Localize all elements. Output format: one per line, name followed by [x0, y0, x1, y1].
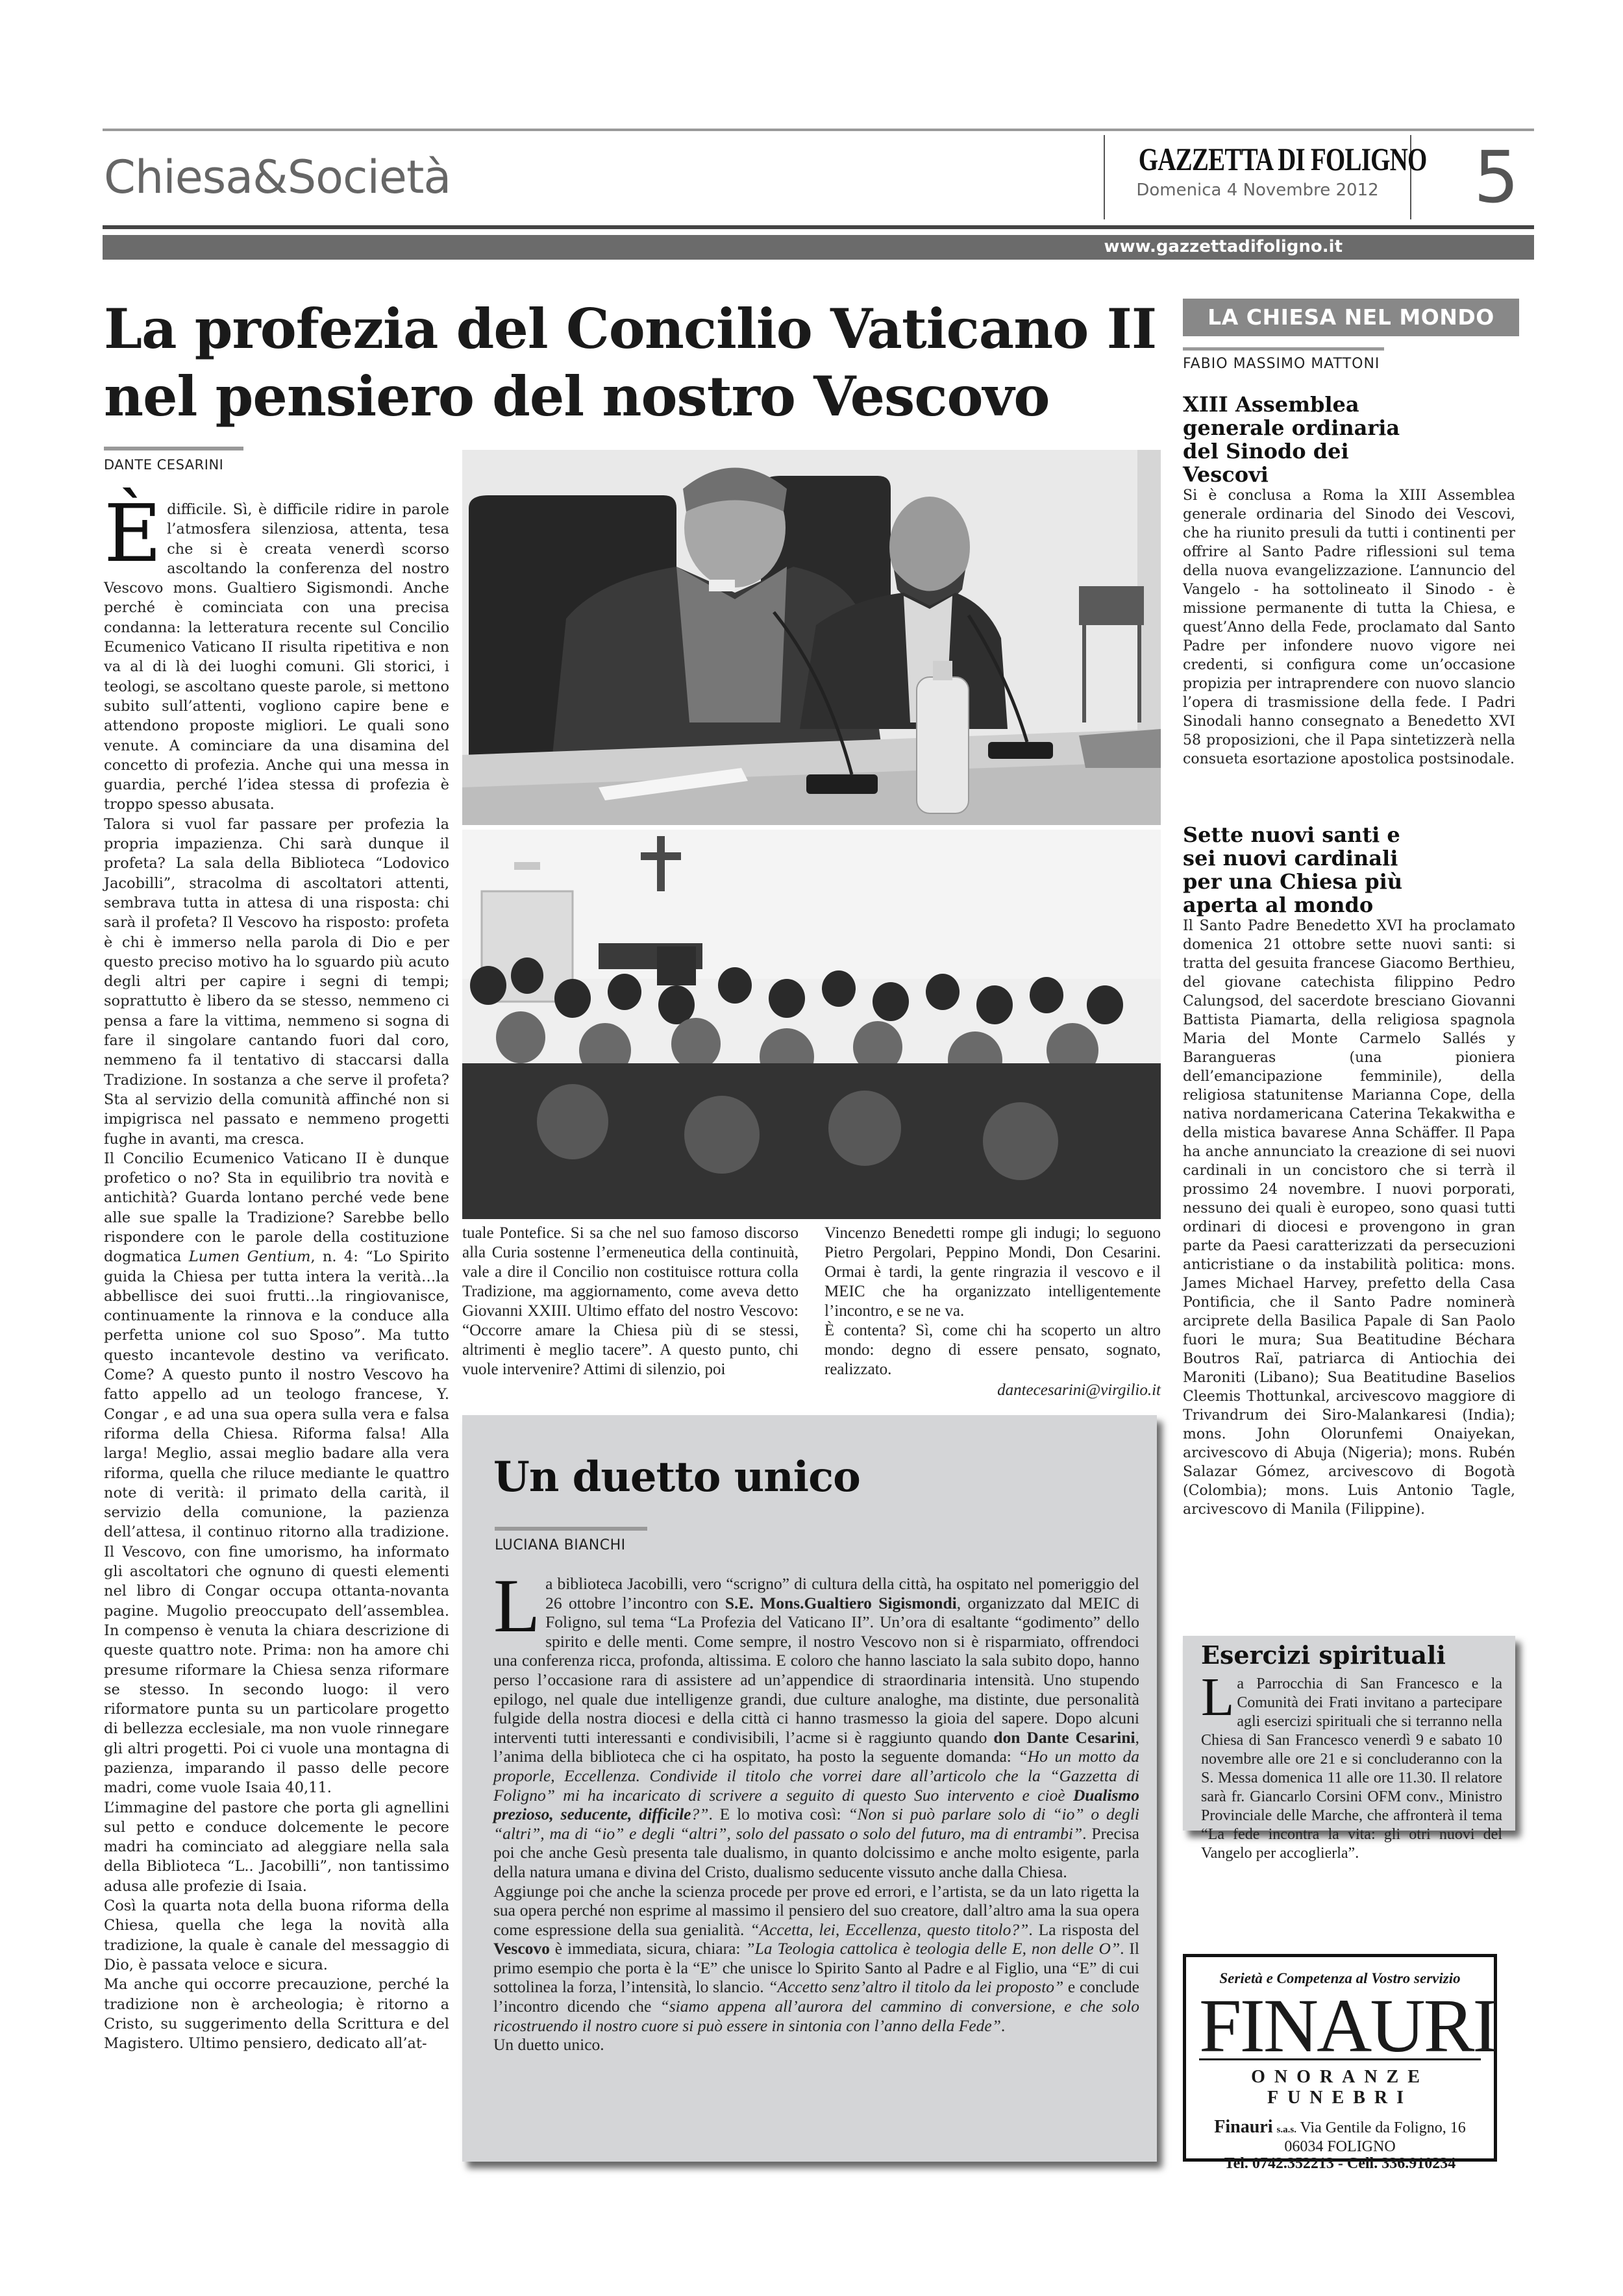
url-bar [103, 235, 1534, 260]
main-article-column-3 [824, 1224, 1161, 1400]
document-title: Lumen Gentium [188, 1248, 311, 1266]
main-article-column-2 [462, 1224, 799, 1379]
box-byline [495, 1527, 647, 1553]
box-title: Un duetto unico [493, 1453, 860, 1501]
paragraph: Ma anche qui occorre precauzione, perché la tradizione non è archeologia; è ritorno a Cristo, su suggerimento della Scrittura e del Magistero. Ultimo pensiero, dedicato all’at- [104, 1976, 449, 2053]
sidebar-article-synod [1183, 393, 1515, 769]
sidebar-rubric: LA CHIESA NEL MONDO [1183, 299, 1519, 336]
website-link[interactable]: www.gazzettadifoligno.it [1104, 237, 1343, 256]
author-name: DANTE CESARINI [104, 457, 224, 473]
author-name: LUCIANA BIANCHI [495, 1537, 626, 1553]
paragraph: Un duetto unico. [493, 2035, 604, 2055]
main-headline [104, 295, 1169, 430]
ad-phone-numbers: Tel. 0742.352213 - Cell. 336.910234 [1224, 2155, 1456, 2172]
paragraph: È contenta? Sì, come chi ha scoperto un altro mondo: degno di essere pensato, sognato, realizzato. [824, 1322, 1161, 1378]
photo-illustration [462, 830, 1161, 1219]
dropcap: L [493, 1563, 541, 1648]
paragraph: Talora si vuol far passare per profezia la propria impazienza. Chi sarà dunque il profeta? La sala della Biblioteca “Lodovico Jacobilli”, stracolma di ascoltatori attenti, sembrava tutta in attesa di una risposta: chi sarà il profeta? Il Vescovo ha risposto: profeta è chi è immerso nella parola di Dio e per questo preciso motivo ha lo sguardo più acuto degli altri per capire i segni di tempi; soprattutto è libero da se stesso, nemmeno ci pensa a fare la vittima, nemmeno si sogna di fare il singolare cantando fuori dal coro, nemmeno fa il tentativo di staccarsi dalla Tradizione. In sostanza a che serve il profeta? Sta al servizio della comunità affinché non si impigrisca nel passato e nemmeno progetti fughe in avanti, ma cresca. [104, 815, 449, 1148]
top-rule [103, 129, 1534, 131]
masthead-rule [103, 225, 1534, 229]
paragraph: a biblioteca Jacobilli, vero “scrigno” di cultura della città, ha ospitato nel pomeriggio del 26 ottobre l’incontro con S.E. Mons.Gualtiero Sigismondi, organizzato dal MEIC di Foligno, sul tema “La Profezia del Vaticano II”. Un’ora di esaltante “godimento” dello spirito e delle menti. Come sempre, il nostro Vescovo non si è risparmiato, offrendoci una conferenza ricca, profonda, altissima. E coloro che hanno lasciato la sala subito dopo, hanno perso l’occasione rara di assistere ad un’appendice di straordinaria intensità. Uno stupendo epilogo, nel quale due intelligenze grandi, due culture analoghe, ma distinte, due personalità fulgide della nostra diocesi e della città ci hanno trasmesso la gioia del sapere. Dopo alcuni interventi tutti interessanti e condivisibili, l’acme si è raggiunto quando don Dante Cesarini, l’anima della biblioteca che ci ha ospitato, ha posto la seguente domanda: “Ho un motto da proporle, Eccellenza. Condivide il titolo che vorrei dare all’articolo che la “Gazzetta di Foligno” mi ha incaricato di scrivere a seguito di questo Suo intervento e cioè Dualismo prezioso, seducente, difficile?”. E lo motiva così: “Non si può parlare solo di “io” o degli “altri”, ma di “io” e degli “altri”, solo del passato o solo del futuro, ma di entrambi”. Precisa poi che anche Gesù presenta tale dualismo, in quanto dolcissimo e anche molto esigente, parla della natura umana e divina del Cristo, dualismo seducente vissuto anche dalla Chiesa. [493, 1574, 1139, 1881]
article-title: Sette nuovi santi e sei nuovi cardinali per una Chiesa più aperta al mondo [1183, 822, 1403, 917]
paragraph: L’immagine del pastore che porta gli agnellini sul petto e conduce dolcemente le pecore madri ha cominciato ad aleggiare nella sala della Biblioteca “L.. Jacobilli”, non tantissimo adusa alle profezie di Isaia. [104, 1799, 449, 1895]
esercizi-spirituali-box [1183, 1636, 1515, 1862]
byline-bar [495, 1527, 647, 1531]
ad-tagline: Serietà e Competenza al Vostro servizio [1219, 1970, 1461, 1986]
ad-address: Finauri s.a.s. Via Gentile da Foligno, 16 06034 FOLIGNO [1214, 2117, 1466, 2155]
headline-line-2: nel pensiero del nostro Vescovo [104, 364, 1050, 428]
author-name: FABIO MASSIMO MATTONI [1183, 356, 1380, 372]
page-number: 5 [1474, 136, 1519, 219]
article-title: XIII Assemblea generale ordinaria del Sinodo dei Vescovi [1183, 392, 1400, 487]
ad-brand-logo: FINAURI [1199, 1983, 1496, 2068]
audience-in-library-hall-photo [462, 830, 1161, 1219]
article-body: Il Santo Padre Benedetto XVI ha proclamato domenica 21 ottobre sette nuovi santi: si tratta del gesuita francese Giacomo Berthieu, del giovane catechista filippino Pedro Calungsod, del sacerdote bresciano Giovanni Battista Piamarta, della religiosa spagnola Maria del Monte Carmelo Sallés y Barangueras (una pioniera dell’emancipazione femminile), della religiosa statunitense Marianna Cope, della nativa nordamericana Caterina Tekakwitha e della mistica bavarese Anna Schäffer. Il Papa ha anche annunciato la creazione di sei nuovi cardinali in un concistoro che si terrà il prossimo 24 novembre. I nuovi porporati, nessuno dei quali è europeo, sono quasi tutti ordinari di diocesi e provengono in gran parte da Paesi caratterizzati da persecuzioni anticristiane o da instabilità politica: mons. James Michael Harvey, prefetto della Casa Pontificia, che il Santo Padre nominerà arciprete della Basilica Papale di San Paolo fuori le mura; Sua Beatitudine Béchara Boutros Raï, patriarca di Antiochia dei Maroniti (Libano); Sua Beatitudine Baselios Cleemis Thottunkal, arcivescovo maggiore di Trivandrum dei Siro-Malankaresi (India); mons. John Olorunfemi Onaiyekan, arcivescovo di Abuja (Nigeria); mons. Rubén Salazar Gómez, arcivescovo di Bogotà (Colombia); mons. Luis Antonio Tagle, arcivescovo di Manila (Filippine). [1183, 918, 1515, 1518]
bishop-at-conference-table-photo [462, 450, 1161, 825]
paragraph: Così la quarta nota della buona riforma della Chiesa, quella che lega la novità alla tradizione, la quale è canale del messaggio di Dio, è passata veloce e sicura. [104, 1897, 449, 1973]
newspaper-masthead [1104, 135, 1427, 219]
ad-subtitle: ONORANZE FUNEBRI [1251, 2067, 1429, 2108]
byline-bar [1183, 347, 1384, 351]
section-title: Chiesa&Società [104, 151, 451, 204]
newspaper-name: GAZZETTA DI FOLIGNO [1138, 141, 1427, 177]
paragraph: Aggiunge poi che anche la scienza procede per prove ed errori, e l’artista, se da un lato rigetta la sua opera perché non esprime al massimo il pensiero del suo creatore, dall’altro ama la sua opera come espressione della sua genialità. “Accetta, lei, Eccellenza, questo titolo?”. La risposta del Vescovo è immediata, sicura, chiara: ”La Teologia cattolica è teologia delle E, non delle O”. Il primo esempio che porta è la “E” che unisce lo Spirito Santo al Padre e al Figlio, una “E” di cui sottolinea la forza, l’intensità, lo slancio. “Accetto senz’altro il titolo da lei proposto” e conclude l’incontro dicendo che “siamo appena all’aurora del cammino di conversione, e che solo ricostruendo il nostro cuore si può essere in sintonia con l’anno della Fede”. [493, 1881, 1140, 2035]
author-email-link[interactable]: dantecesarini@virgilio.it [997, 1381, 1161, 1399]
box-title: Esercizi spirituali [1201, 1640, 1446, 1670]
box-body: La Parrocchia di San Francesco e la Comunità dei Frati invitano a partecipare agli esercizi spirituali che si terranno nella Chiesa di San Francesco venerdì 9 e sabato 10 novembre alle ore 21 e si concluderanno con la S. Messa domenica 11 alle ore 11.30. Il relatore sarà fr. Giancarlo Corsini OFM conv., Ministro Provinciale delle Marche, che affronterà il tema “La fede incontra la vita: gli otri nuovi del Vangelo per accoglierla”. [1201, 1667, 1502, 1862]
issue-date: Domenica 4 Novembre 2012 [1136, 180, 1379, 200]
dropcap: L [1201, 1667, 1235, 1727]
finauri-advertisement[interactable] [1183, 1954, 1497, 2172]
paragraph: Vincenzo Benedetti rompe gli indugi; lo seguono Pietro Pergolari, Peppino Mondi, Don Cesarini. Ormai è tardi, la gente ringrazia il vescovo e il MEIC che ha organizzato intelligentemente l’incontro, e se ne va. [824, 1224, 1161, 1320]
paragraph: difficile. Sì, è difficile ridire in parole l’atmosfera silenziosa, attenta, tesa che si è creata venerdì scorso ascoltando la conferenza del nostro Vescovo mons. Gualtiero Sigismondi. Anche perché è cominciata con una precisa condanna: la letteratura recente sul Concilio Ecumenico Vaticano II risulta ripetitiva e non va al di là dei luoghi comuni. Gli storici, i teologi, se ascoltano queste parole, si mettono subito sull’attenti, vogliono capire bene e attendono proposte migliori. Le quali sono venute. A cominciare da una disamina del concetto di profezia. Anche qui una messa in guardia, perché l’idea stessa di profezia è troppo spesso abusata. [104, 501, 449, 813]
headline-line-1: La profezia del Concilio Vaticano II [104, 297, 1157, 361]
duetto-unico-box [462, 1415, 1157, 2162]
main-article-column-1 [104, 488, 450, 2053]
byline-bar [104, 447, 243, 451]
main-byline [104, 447, 243, 473]
sidebar-byline [1183, 347, 1384, 372]
article-body: Si è conclusa a Roma la XIII Assemblea generale ordinaria del Sinodo dei Vescovi, che ha riunito presuli da tutti i continenti per offrire al Santo Padre riflessioni sul tema della nuova evangelizzazione. L’annuncio del Vangelo - ha sottolineato il Sinodo - è missione permanente di tutta la Chiesa, e quest’Anno della Fede, proclamato dal Santo Padre per infondere nuovo vigore nei credenti, si configura come un’occasione propizia per intraprendere con nuovo slancio l’opera di trasmissione della fede. I Padri Sinodali hanno consegnato a Benedetto XVI 58 proposizioni, che il Papa sintetizzerà nella consueta esortazione apostolica postsinodale. [1183, 488, 1515, 767]
paragraph: Il Concilio Ecumenico Vaticano II è dunque profetico o no? Sta in equilibrio tra novità e antichità? Guarda lontano perché vede bene alle sue spalle la Tradizione? Sarebbe bello rispondere con le parole della costituzione dogmatica Lumen Gentium, n. 4: “Lo Spirito guida la Chiesa per tutta intera la verità…la abbellisce dei suoi frutti…la ringiovanisce, continuamente la rinnova e la conduce alla perfetta unione col suo Sposo”. Ma tutto questo incantevole destino va verificato. Come? A questo punto il nostro Vescovo ha fatto appello ad un teologo francese, Y. Congar , e ad una sua opera sulla vera e falsa riforma della Chiesa. Riforma falsa! Alla larga! Meglio, assai meglio badare alla vera riforma, quella che riluce mediante le quattro note di verità: il primato della carità, il servizio della comunione, la pazienza dell’attesa, il continuo ritorno alla tradizione. Il Vescovo, con fine umorismo, ha informato gli ascoltatori che ognuno di questi elementi nel libro di Congar occupa ottanta-novanta pagine. Mugolio preoccupato dell’assemblea. In compenso è venuta la chiara descrizione di queste quattro note. Prima: non ha amore chi presume riformare la Chiesa senza riformare se stesso. In secondo luogo: il vero riformatore punta su un particolare progetto di bellezza ecclesiale, ma non vuole rinnegare gli altri progetti. Poi ci vuole una montagna di pazienza, imparando il passo delle pecore madri, come vuole Isaia 40,11. [104, 1150, 450, 1797]
sidebar-article-saints [1183, 823, 1515, 1519]
paragraph: tuale Pontefice. Si sa che nel suo famoso discorso alla Curia sostenne l’ermeneutica della continuità, vale a dire il Concilio non costituisce rottura colla Tradizione, ma aggiornamento, come aveva detto Giovanni XXIII. Ultimo effato del nostro Vescovo: “Occorre amare la Chiesa più di se stessi, altrimenti è meglio tacere”. A questo punto, chi vuole intervenire? Attimi di silenzio, poi [462, 1224, 799, 1378]
dropcap: È [104, 488, 162, 580]
photo-illustration [462, 450, 1161, 825]
box-article-body [493, 1563, 1140, 2055]
